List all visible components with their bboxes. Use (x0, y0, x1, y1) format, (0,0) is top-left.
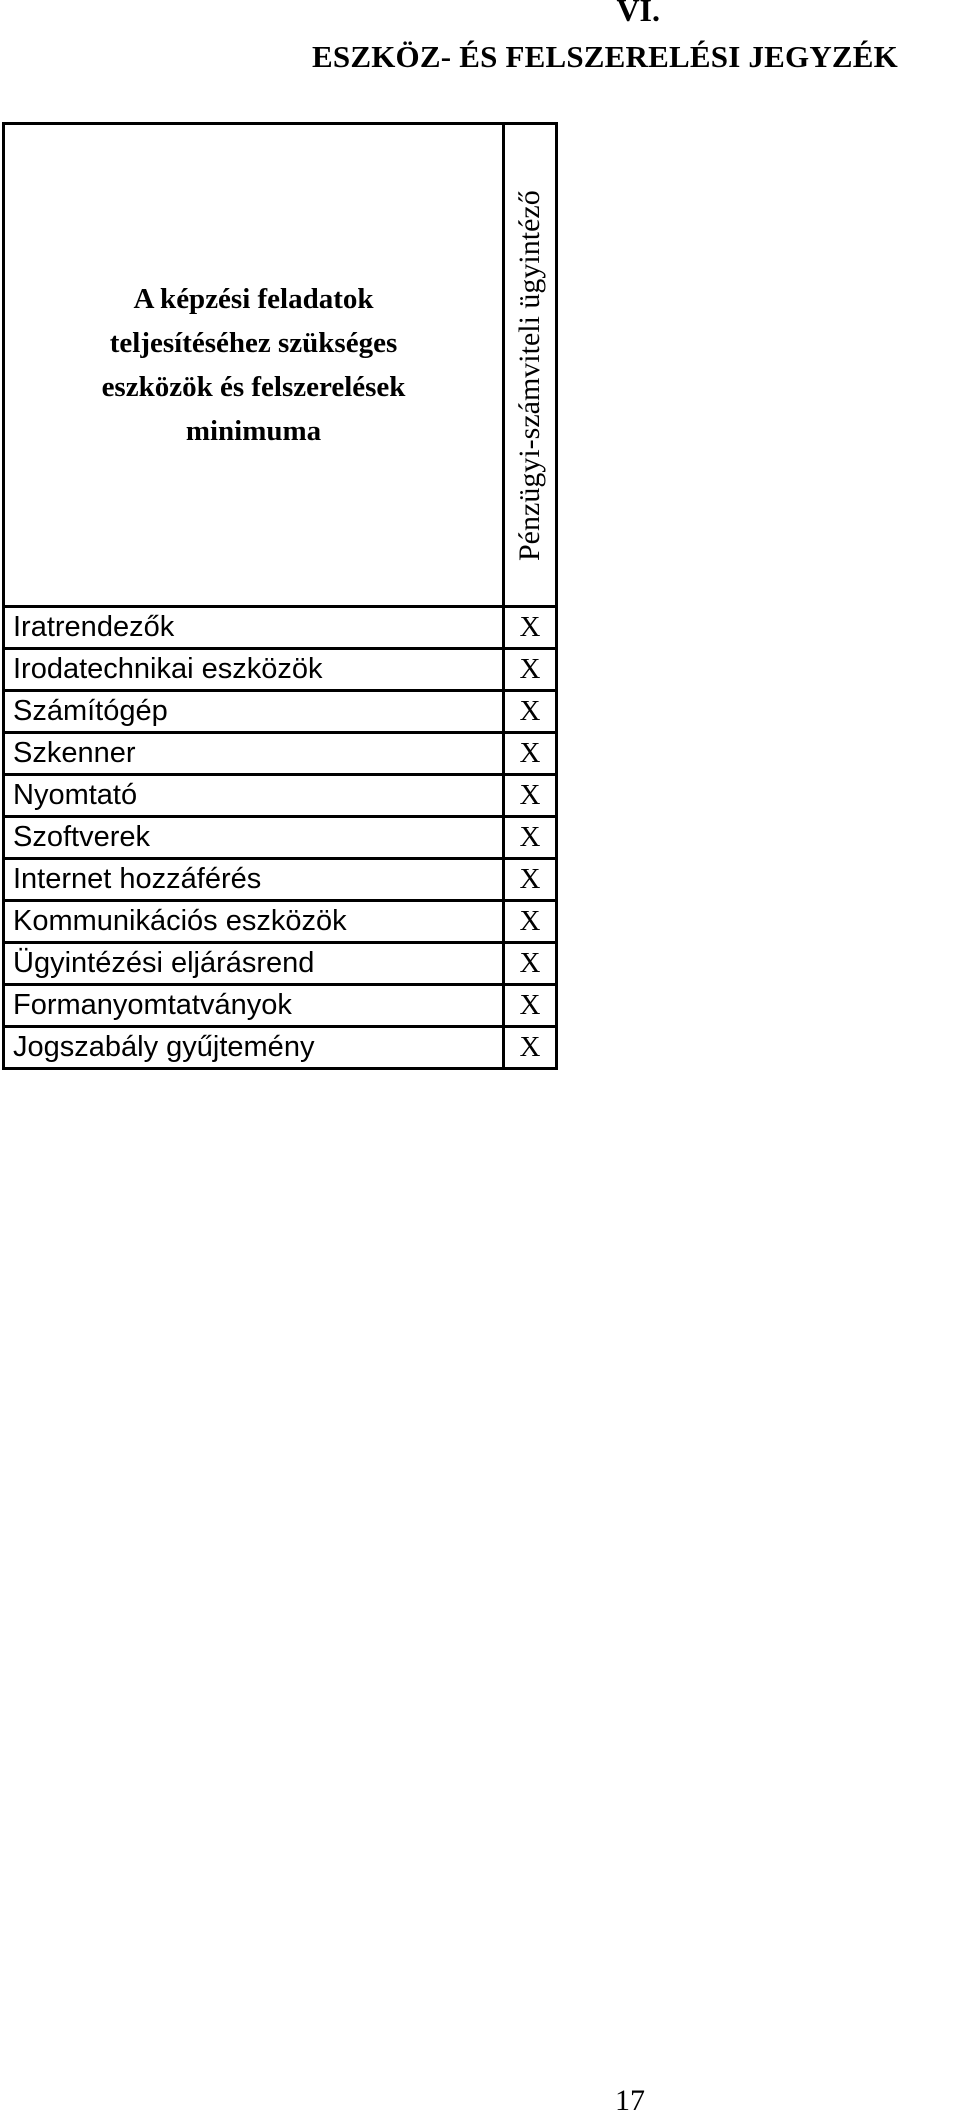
table-row (4, 817, 557, 859)
row-mark: X (504, 733, 557, 775)
row-label: Számítógép (4, 691, 504, 733)
row-label: Szkenner (4, 733, 504, 775)
table-row (4, 901, 557, 943)
table-row (4, 775, 557, 817)
table-row (4, 859, 557, 901)
chapter-number: VI. (616, 0, 660, 28)
row-label: Iratrendezők (4, 607, 504, 649)
row-label: Kommunikációs eszközök (4, 901, 504, 943)
row-label: Internet hozzáférés (4, 859, 504, 901)
row-label: Szoftverek (4, 817, 504, 859)
table-row (4, 607, 557, 649)
row-label: Ügyintézési eljárásrend (4, 943, 504, 985)
equipment-table (2, 122, 558, 1070)
row-mark: X (504, 901, 557, 943)
row-mark: X (504, 859, 557, 901)
row-mark: X (504, 775, 557, 817)
row-label: Irodatechnikai eszközök (4, 649, 504, 691)
page-heading: ESZKÖZ- ÉS FELSZERELÉSI JEGYZÉK (312, 39, 898, 74)
row-mark: X (504, 985, 557, 1027)
table-row (4, 649, 557, 691)
column-header-label: Pénzügyi-számviteli ügyintéző (513, 190, 546, 561)
row-label: Formanyomtatványok (4, 985, 504, 1027)
row-mark: X (504, 817, 557, 859)
table-row (4, 691, 557, 733)
column-header-cell (504, 124, 557, 607)
page-number: 17 (615, 2084, 645, 2117)
table-header-row (4, 124, 557, 607)
row-mark: X (504, 691, 557, 733)
row-mark: X (504, 649, 557, 691)
row-label: Jogszabály gyűjtemény (4, 1027, 504, 1069)
table-header-cell (4, 124, 504, 607)
table-row (4, 943, 557, 985)
table-row (4, 733, 557, 775)
row-mark: X (504, 943, 557, 985)
row-mark: X (504, 1027, 557, 1069)
row-mark: X (504, 607, 557, 649)
table-header-text: A képzési feladatok teljesítéséhez szükséges eszközök és felszerelések minimuma (101, 283, 406, 447)
table-row (4, 1027, 557, 1069)
row-label: Nyomtató (4, 775, 504, 817)
table-row (4, 985, 557, 1027)
